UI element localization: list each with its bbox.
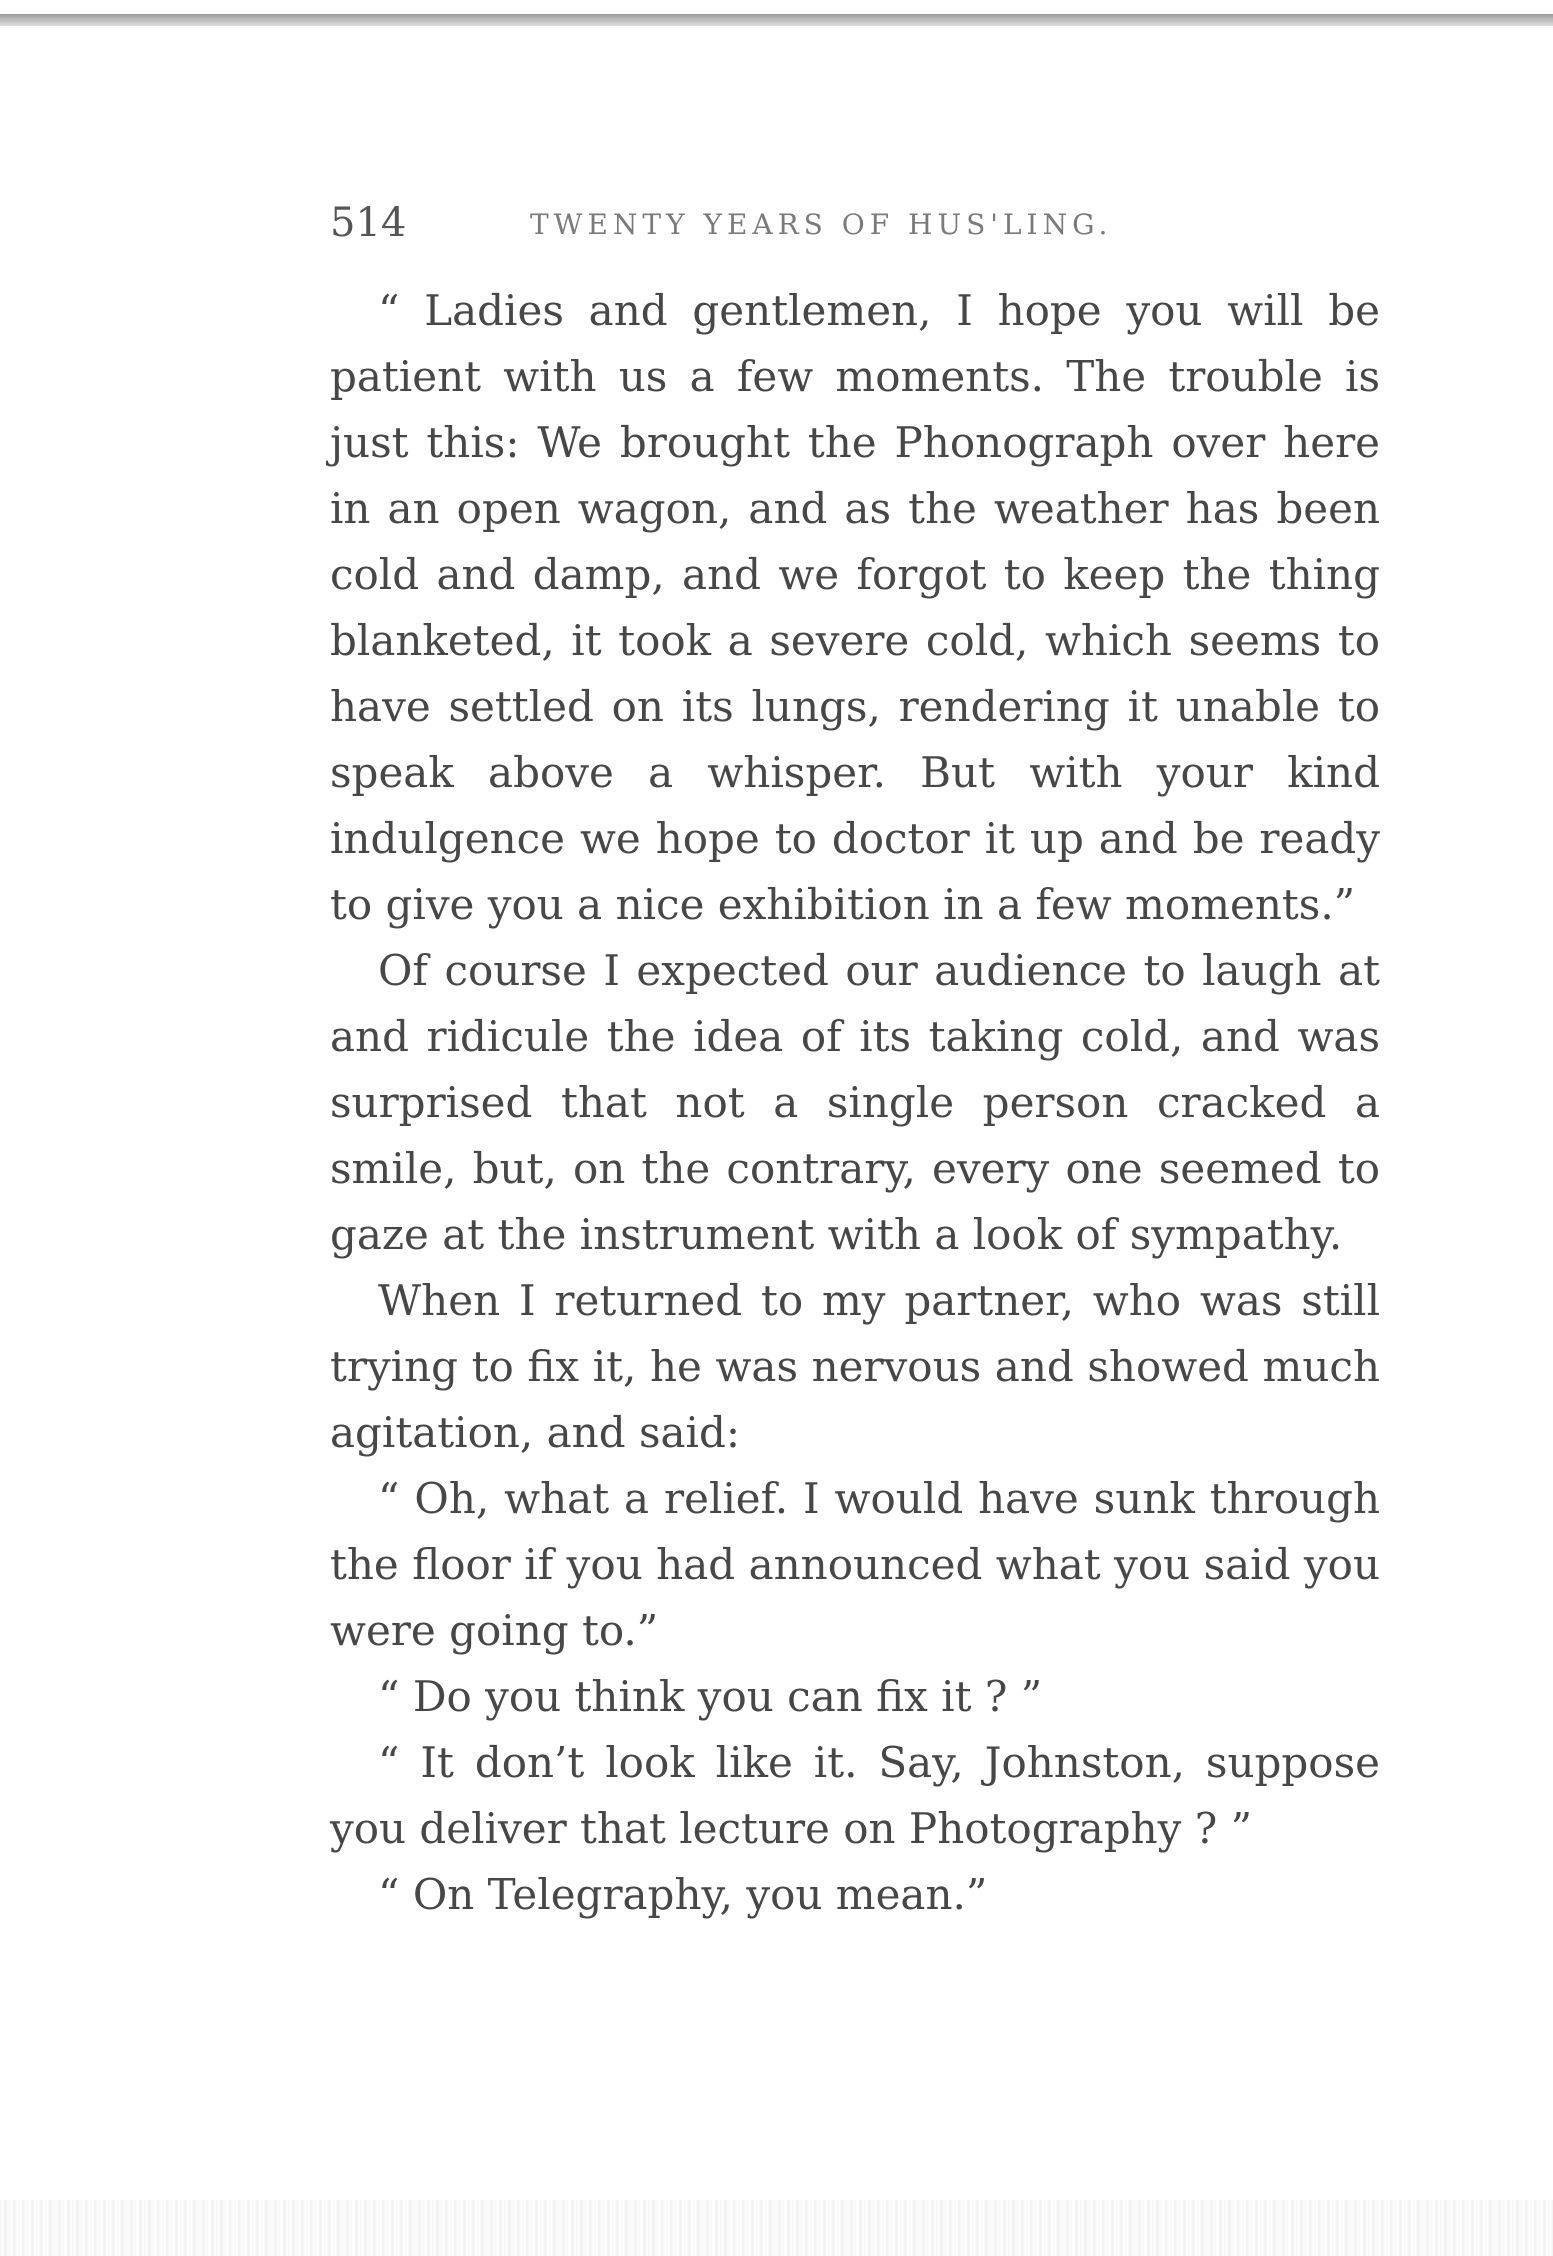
- paragraph: “ On Telegraphy, you mean.”: [378, 1870, 988, 1919]
- paragraph: “ Do you think you can fix it ? ”: [378, 1672, 1043, 1721]
- scan-top-edge: [0, 14, 1553, 26]
- paragraph: “ Oh, what a relief. I would have sunk through the floor if you had announced what you said you were going to.”: [330, 1474, 1380, 1655]
- running-head: [330, 200, 1380, 260]
- paragraph: “ It don’t look like it. Say, Johnston, suppose you deliver that lecture on Photography ? ”: [330, 1738, 1380, 1853]
- paragraph: Of course I expected our audience to laugh at and ridicule the idea of its taking cold, and was surprised that not a single person cracked a smile, but, on the contrary, every one seemed to gaze at the instrument with a look of sympathy.: [330, 946, 1380, 1259]
- scan-bottom-edge: [0, 2200, 1553, 2256]
- page-number: 514: [330, 200, 407, 246]
- paragraph: “ Ladies and gentlemen, I hope you will be patient with us a few moments. The trouble is just this: We brought the Phonograph over here in an open wagon, and as the weather has been cold and damp, and we forgot to keep the thing blanketed, it took a severe cold, which seems to have settled on its lungs, rendering it unable to speak above a whisper. But with your kind indulgence we hope to doctor it up and be ready to give you a nice exhibition in a few moments.”: [330, 286, 1380, 929]
- book-page: [330, 200, 1380, 1928]
- paragraph: When I returned to my partner, who was still trying to fix it, he was nervous and showed much agitation, and said:: [330, 1276, 1380, 1457]
- running-head-title: TWENTY YEARS OF HUS'LING.: [530, 208, 1113, 241]
